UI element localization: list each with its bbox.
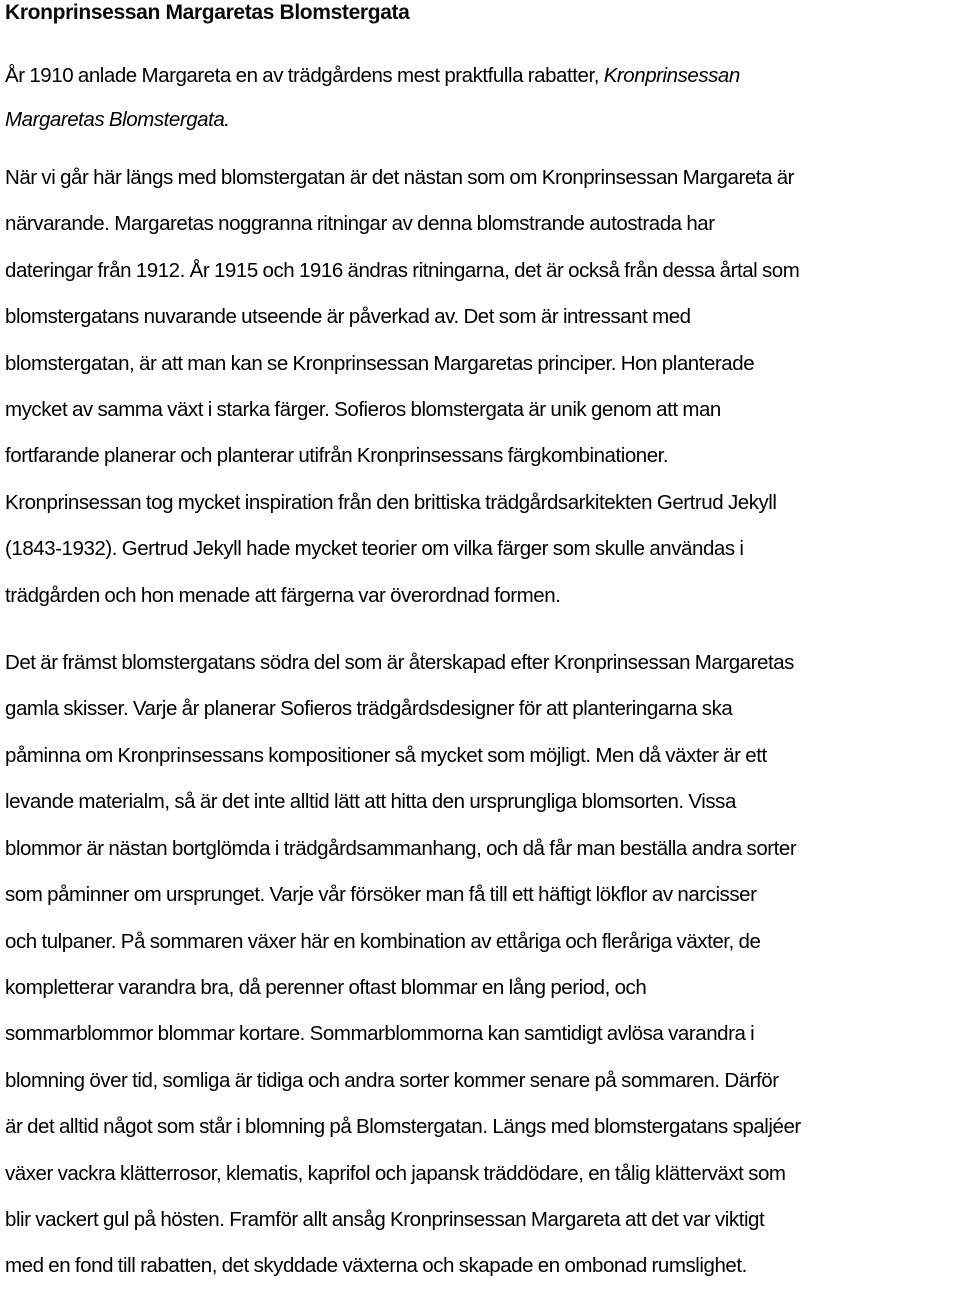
paragraph-line: som påminner om ursprunget. Varje vår försöker man få till ett häftigt lökflor av narcisser (5, 883, 757, 907)
paragraph-line: gamla skisser. Varje år planerar Sofieros trädgårdsdesigner för att planteringarna ska (5, 697, 733, 721)
paragraph-line: fortfarande planerar och planterar utifrån Kronprinsessans färgkombinationer. (5, 444, 669, 468)
paragraph-line: (1843-1932). Gertrud Jekyll hade mycket teorier om vilka färger som skulle användas i (5, 537, 744, 561)
paragraph-line: påminna om Kronprinsessans kompositioner så mycket som möjligt. Men då växter är ett (5, 743, 767, 767)
paragraph-line: närvarande. Margaretas noggranna ritningar av denna blomstrande autostrada har (5, 212, 715, 236)
paragraph-line: blir vackert gul på hösten. Framför allt ansåg Kronprinsessan Margareta att det var viktigt (5, 1207, 765, 1231)
document-page (5, 0, 957, 1290)
paragraph-line: och tulpaner. På sommaren växer här en kombination av ettåriga och fleråriga växter, de (5, 929, 761, 953)
paragraph-planting (5, 640, 957, 1290)
document-title: Kronprinsessan Margaretas Blomstergata (5, 1, 410, 24)
paragraph-line: blomstergatan, är att man kan se Kronprinsessan Margaretas principer. Hon planterade (5, 351, 755, 375)
paragraph-line: är det alltid något som står i blomning på Blomstergatan. Längs med blomstergatans spaljéer (5, 1115, 801, 1139)
paragraph-line: kompletterar varandra bra, då perenner oftast blommar en lång period, och (5, 975, 647, 999)
paragraph-line: blommor är nästan bortglömda i trädgårdsammanhang, och då får man beställa andra sorter (5, 836, 797, 860)
paragraph-line: med en fond till rabatten, det skyddade växterna och skapade en ombonad rumslighet. (5, 1254, 747, 1278)
paragraph-line: dateringar från 1912. År 1915 och 1916 ändras ritningarna, det är också från dessa årtal som (5, 258, 800, 282)
paragraph-intro (5, 54, 957, 142)
paragraph-line: Kronprinsessan tog mycket inspiration från den brittiska trädgårdsarkitekten Gertrud Jekyll (5, 490, 777, 514)
paragraph-line (5, 54, 957, 98)
paragraph-line: levande materialm, så är det inte alltid lätt att hitta den ursprungliga blomsorten. Vissa (5, 790, 736, 814)
paragraph-line: trädgården och hon menade att färgerna var överordnad formen. (5, 583, 561, 607)
paragraph-line: När vi går här längs med blomstergatan är det nästan som om Kronprinsessan Margareta är (5, 166, 795, 189)
intro-italic-name-continued: Margaretas Blomstergata. (5, 108, 230, 131)
paragraph-line: blomstergatans nuvarande utseende är påverkad av. Det som är intressant med (5, 305, 691, 329)
paragraph-line: mycket av samma växt i starka färger. Sofieros blomstergata är unik genom att man (5, 398, 721, 422)
paragraph-history (5, 155, 957, 619)
intro-text: År 1910 anlade Margareta en av trädgårdens mest praktfulla rabatter, (5, 64, 604, 87)
paragraph-line: växer vackra klätterrosor, klematis, kaprifol och japansk träddödare, en tålig klätterväxt som (5, 1161, 786, 1185)
paragraph-line: blomning över tid, somliga är tidiga och andra sorter kommer senare på sommaren. Därför (5, 1068, 779, 1092)
paragraph-line: sommarblommor blommar kortare. Sommarblommorna kan samtidigt avlösa varandra i (5, 1022, 755, 1046)
intro-italic-name: Kronprinsessan (603, 64, 740, 87)
paragraph-line: Det är främst blomstergatans södra del som är återskapad efter Kronprinsessan Margaretas (5, 651, 794, 675)
